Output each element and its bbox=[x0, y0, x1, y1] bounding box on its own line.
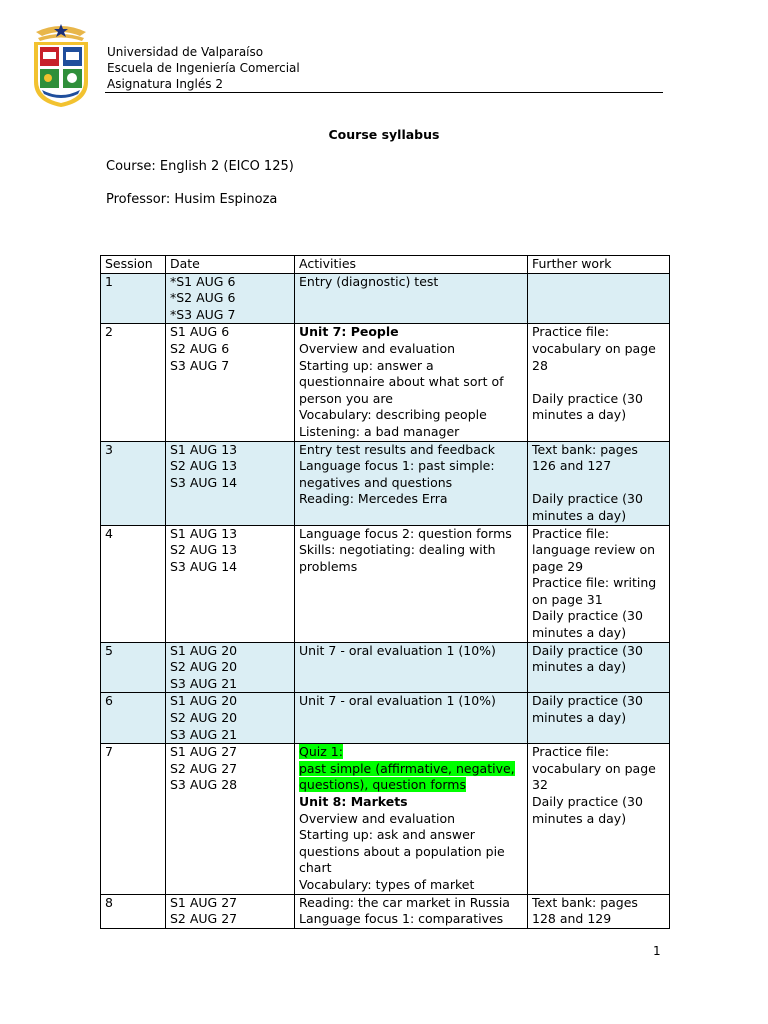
further-work-line: 126 and 127 bbox=[532, 458, 612, 474]
activities-line: Unit 7: People bbox=[299, 324, 399, 340]
table-header-row bbox=[101, 256, 670, 274]
professor-line: Professor: Husim Espinoza bbox=[106, 192, 278, 207]
syllabus-table bbox=[100, 255, 670, 929]
date-line: S3 AUG 14 bbox=[170, 474, 238, 490]
date-line: S2 AUG 27 bbox=[170, 760, 238, 776]
date-cell bbox=[166, 642, 295, 693]
date-line: S2 AUG 13 bbox=[170, 542, 238, 558]
session-cell: 3 bbox=[101, 441, 166, 525]
activities-cell bbox=[295, 744, 528, 894]
further-work-line: 128 and 129 bbox=[532, 911, 612, 927]
date-cell bbox=[166, 894, 295, 928]
activities-cell bbox=[295, 693, 528, 744]
activities-line: Quiz 1: bbox=[299, 744, 343, 760]
date-line: S1 AUG 13 bbox=[170, 525, 238, 541]
activities-line: person you are bbox=[299, 390, 393, 406]
further-work-line bbox=[532, 374, 665, 391]
header-further-work: Further work bbox=[528, 256, 670, 274]
session-cell: 7 bbox=[101, 744, 166, 894]
date-line: S1 AUG 20 bbox=[170, 642, 238, 658]
session-cell: 6 bbox=[101, 693, 166, 744]
table-row bbox=[101, 744, 670, 894]
further-work-line: Practice file: writing bbox=[532, 575, 657, 591]
date-line: S1 AUG 20 bbox=[170, 693, 238, 709]
further-work-line: minutes a day) bbox=[532, 810, 627, 826]
activities-line: Overview and evaluation bbox=[299, 810, 456, 826]
further-work-line: minutes a day) bbox=[532, 507, 627, 523]
activities-cell bbox=[295, 642, 528, 693]
document-title: Course syllabus bbox=[328, 127, 440, 142]
table-row bbox=[101, 525, 670, 642]
table-body bbox=[101, 273, 670, 928]
page-number: 1 bbox=[653, 944, 661, 958]
activities-line: Language focus 1: comparatives bbox=[299, 911, 504, 927]
further-work-line: minutes a day) bbox=[532, 659, 627, 675]
date-cell bbox=[166, 744, 295, 894]
date-line: *S1 AUG 6 bbox=[170, 273, 236, 289]
further-work-line: vocabulary on page bbox=[532, 340, 656, 356]
date-line: S1 AUG 27 bbox=[170, 744, 238, 760]
header-divider bbox=[105, 92, 663, 93]
date-cell bbox=[166, 441, 295, 525]
further-work-line: Daily practice (30 bbox=[532, 642, 643, 658]
activities-line: Skills: negotiating: dealing with bbox=[299, 542, 496, 558]
table-row bbox=[101, 693, 670, 744]
header-activities: Activities bbox=[295, 256, 528, 274]
activities-line: Vocabulary: describing people bbox=[299, 407, 487, 423]
date-cell bbox=[166, 273, 295, 324]
further-work-cell bbox=[528, 894, 670, 928]
further-work-line: 28 bbox=[532, 357, 548, 373]
activities-line: Vocabulary: types of market bbox=[299, 876, 475, 892]
activities-cell bbox=[295, 273, 528, 324]
table-row bbox=[101, 441, 670, 525]
further-work-cell bbox=[528, 525, 670, 642]
further-work-line: minutes a day) bbox=[532, 407, 627, 423]
session-cell: 2 bbox=[101, 324, 166, 441]
further-work-line: Practice file: bbox=[532, 744, 610, 760]
date-cell bbox=[166, 324, 295, 441]
activities-line: Unit 7 - oral evaluation 1 (10%) bbox=[299, 693, 496, 709]
activities-line: Language focus 2: question forms bbox=[299, 525, 512, 541]
table-row bbox=[101, 273, 670, 324]
activities-line: questionnaire about what sort of bbox=[299, 374, 504, 390]
further-work-line: Practice file: bbox=[532, 324, 610, 340]
activities-cell bbox=[295, 894, 528, 928]
activities-line: questions), question forms bbox=[299, 777, 466, 793]
table-row bbox=[101, 894, 670, 928]
activities-line: Starting up: ask and answer bbox=[299, 827, 475, 843]
activities-line: Listening: a bad manager bbox=[299, 423, 460, 439]
activities-line: negatives and questions bbox=[299, 474, 453, 490]
activities-line: Entry (diagnostic) test bbox=[299, 273, 439, 289]
further-work-cell bbox=[528, 744, 670, 894]
date-line: S3 AUG 7 bbox=[170, 357, 230, 373]
further-work-line: Daily practice (30 bbox=[532, 608, 643, 624]
date-line: S2 AUG 27 bbox=[170, 911, 238, 927]
activities-cell bbox=[295, 441, 528, 525]
header-session: Session bbox=[101, 256, 166, 274]
subject-name: Asignatura Inglés 2 bbox=[107, 77, 223, 91]
further-work-cell bbox=[528, 441, 670, 525]
session-cell: 8 bbox=[101, 894, 166, 928]
date-line: S3 AUG 14 bbox=[170, 558, 238, 574]
table-row bbox=[101, 324, 670, 441]
activities-line: Overview and evaluation bbox=[299, 340, 456, 356]
further-work-line: minutes a day) bbox=[532, 710, 627, 726]
further-work-cell bbox=[528, 324, 670, 441]
date-line: S2 AUG 13 bbox=[170, 458, 238, 474]
date-line: S3 AUG 21 bbox=[170, 726, 238, 742]
further-work-line: vocabulary on page bbox=[532, 760, 656, 776]
further-work-line: Practice file: bbox=[532, 525, 610, 541]
activities-line: chart bbox=[299, 860, 332, 876]
activities-cell bbox=[295, 525, 528, 642]
further-work-line: Daily practice (30 bbox=[532, 693, 643, 709]
further-work-cell bbox=[528, 642, 670, 693]
session-cell: 5 bbox=[101, 642, 166, 693]
activities-line: Entry test results and feedback bbox=[299, 441, 495, 457]
date-line: *S2 AUG 6 bbox=[170, 290, 236, 306]
activities-line: Starting up: answer a bbox=[299, 357, 434, 373]
date-line: S1 AUG 27 bbox=[170, 894, 238, 910]
course-line: Course: English 2 (EICO 125) bbox=[106, 159, 294, 174]
date-cell bbox=[166, 525, 295, 642]
date-cell bbox=[166, 693, 295, 744]
activities-cell bbox=[295, 324, 528, 441]
school-name: Escuela de Ingeniería Comercial bbox=[107, 61, 300, 75]
table-row bbox=[101, 642, 670, 693]
activities-line: questions about a population pie bbox=[299, 843, 505, 859]
further-work-line: Daily practice (30 bbox=[532, 794, 643, 809]
activities-line: Reading: Mercedes Erra bbox=[299, 491, 448, 507]
activities-line: Unit 7 - oral evaluation 1 (10%) bbox=[299, 642, 496, 658]
activities-line: Reading: the car market in Russia bbox=[299, 894, 510, 910]
further-work-line: page 29 bbox=[532, 558, 584, 574]
session-cell: 4 bbox=[101, 525, 166, 642]
date-line: S2 AUG 20 bbox=[170, 659, 238, 675]
session-cell: 1 bbox=[101, 273, 166, 324]
date-line: S2 AUG 20 bbox=[170, 710, 238, 726]
further-work-line: 32 bbox=[532, 777, 548, 793]
further-work-line: minutes a day) bbox=[532, 625, 627, 641]
date-line: S3 AUG 28 bbox=[170, 777, 238, 793]
further-work-line: on page 31 bbox=[532, 591, 603, 607]
date-line: S1 AUG 6 bbox=[170, 324, 230, 340]
date-line: S2 AUG 6 bbox=[170, 340, 230, 356]
activities-line: past simple (affirmative, negative, bbox=[299, 760, 515, 776]
further-work-line bbox=[532, 475, 665, 492]
further-work-line: Text bank: pages bbox=[532, 441, 638, 457]
activities-line: Unit 8: Markets bbox=[299, 794, 408, 809]
header-date: Date bbox=[166, 256, 295, 274]
institution-header bbox=[107, 44, 300, 92]
further-work-line: Daily practice (30 bbox=[532, 390, 643, 406]
date-line: *S3 AUG 7 bbox=[170, 306, 236, 322]
further-work-line: Text bank: pages bbox=[532, 894, 638, 910]
further-work-line: Daily practice (30 bbox=[532, 491, 643, 507]
date-line: S3 AUG 21 bbox=[170, 675, 238, 691]
further-work-cell bbox=[528, 693, 670, 744]
activities-line: Language focus 1: past simple: bbox=[299, 458, 495, 474]
university-crest-logo bbox=[28, 22, 94, 108]
activities-line: problems bbox=[299, 558, 358, 574]
date-line: S1 AUG 13 bbox=[170, 441, 238, 457]
university-name: Universidad de Valparaíso bbox=[107, 45, 264, 59]
further-work-cell bbox=[528, 273, 670, 324]
further-work-line: language review on bbox=[532, 542, 656, 558]
